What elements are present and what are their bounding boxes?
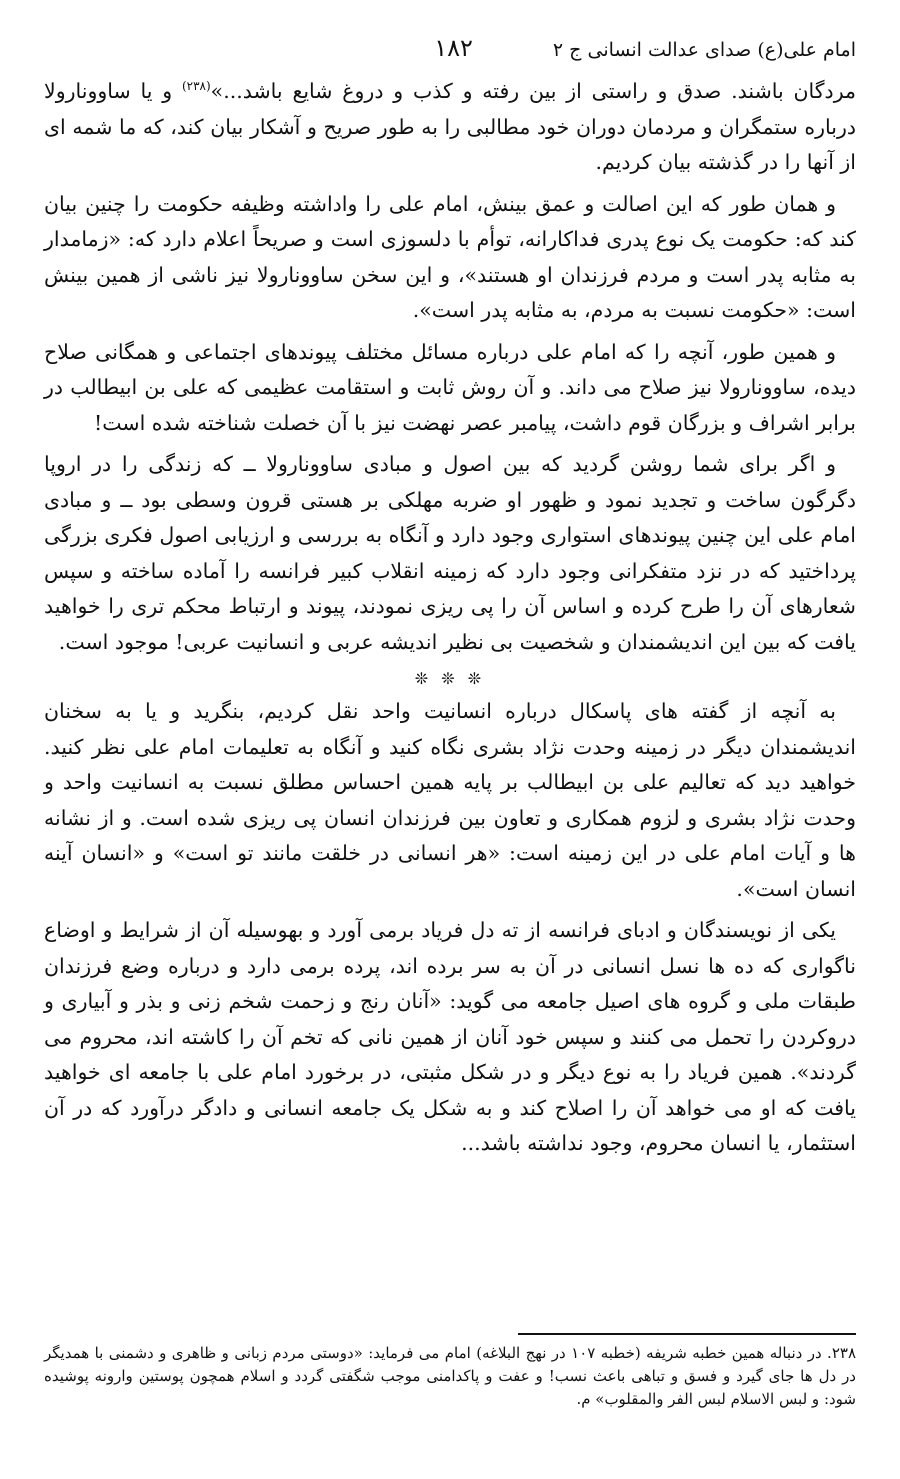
- book-page: [44, 28, 856, 1168]
- paragraph-3: و همین طور، آنچه را که امام علی درباره مسائل مختلف پیوندهای اجتماعی و همگانی صلاح دیده، ساوونارولا نیز صلاح می داند. و آن روش ثابت و استقامت عظیمی که علی بن ابیطالب در برابر اشراف و بزرگان قوم داشت، پیامبر عصر نهضت نیز با آن خصلت شناخته شده است!: [44, 339, 856, 435]
- book-title: امام علی(ع) صدای عدالت انسانی ج ۲: [552, 39, 856, 61]
- paragraph-6: یکی از نویسندگان و ادبای فرانسه از ته دل فریاد برمی آورد و بهوسیله آن از شرایط و اوضاع ناگواری که ده ها نسل انسانی در آن به سر برده اند، پرده برمی دارد و درباره وضع فرزندان طبقات ملی و گروه های اصیل جامعه می گوید: «آنان رنج و زحمت شخم زنی و بذر و آبیاری و دروکردن را تحمل می کنند و سپس خود آنان از همین نانی که تخم آن را کاشته اند، محروم می گردند». همین فریاد را به نوع دیگر و در شکل مثبتی، در برخورد امام علی با جامعه ای خواهید یافت که او می خواهد آن را اصلاح کند و به شکل یک جامعه انسانی و دادگر درآورد که در آن استثمار، یا انسان محروم، وجود نداشته باشد...: [44, 918, 856, 1155]
- paragraph-1-end: و یا ساوونارولا درباره ستمگران و مردمان دوران خود مطالبی را به طور صریح و آشکار بیان کند، که ما شمه ای از آنها را در گذشته بیان کردیم.: [44, 79, 856, 174]
- paragraph-5: به آنچه از گفته های پاسکال درباره انسانیت واحد نقل کردیم، بنگرید و یا به سخنان اندیشمندان دیگر در زمینه وحدت نژاد بشری نگاه کنید و آنگاه به تعلیمات امام علی نظر کنید. خواهید دید که تعالیم علی بن ابیطالب بر پایه همین احساس مطلق نسبت به انسانیت واحد و وحدت نژاد بشری و لزوم همکاری و تعاون بین فرزندان انسان پی ریزی شده است. و از نشانه ها و آیات امام علی در این زمینه است: «هر انسانی در خلقت مانند تو است» و «انسان آینه انسان است».: [44, 699, 856, 901]
- footnote-238: ۲۳۸. در دنباله همین خطبه شریفه (خطبه ۱۰۷ در نهج البلاغه) امام می فرماید: «دوستی مردم زبانی و ظاهری و دشمنی با همدیگر در دل ها جای گیرد و فسق و تباهی باعث نسب! و عفت و پاکدامنی موجب شگفتی گردد و اسلام همچون پوستین وارونه پوشیده شود: و لبس الاسلام لبس الفر والمقلوب» م.: [44, 1344, 856, 1408]
- paragraph-2: و همان طور که این اصالت و عمق بینش، امام علی را واداشته وظیفه حکومت را چنین بیان کند که: حکومت یک نوع پدری فداکارانه، توأم با دلسوزی است و صریحاً اعلام دارد که: «زمامدار به مثابه پدر است و مردم فرزندان او هستند»، و این سخن ساوونارولا نیز ناشی از همین بینش است: «حکومت نسبت به مردم، به مثابه پدر است».: [44, 191, 856, 322]
- running-header: [44, 28, 856, 74]
- page-number: ۱۸۲: [434, 34, 473, 62]
- paragraph-4: و اگر برای شما روشن گردید که بین اصول و مبادی ساوونارولا ــ که زندگی را در اروپا دگرگون ساخت و تجدید نمود و ظهور او ضربه مهلکی بر هستی قرون وسطی بود ــ و مبادی امام علی این چنین پیوندهای استواری وجود دارد و آنگاه به بررسی و ارزیابی اصول فکری بزرگی پرداختید که در نزد متفکرانی وجود دارد که زمینه انقلاب کبیر فرانسه را آماده ساخته و سپس شعارهای آن را طرح کرده و اساس آن را پی ریزی نمودند، پیوند و ارتباط محکم تری را خواهید یافت که بین این اندیشمندان و شخصیت بی نظیر اندیشه عربی و انسانیت عربی! موجود است.: [44, 452, 856, 654]
- footnote-reference: (۲۳۸): [181, 79, 211, 94]
- footnote-divider: [518, 1333, 856, 1335]
- paragraph-1-start: مردگان باشند. صدق و راستی از بین رفته و کذب و دروغ شایع باشد...»: [210, 79, 856, 103]
- section-separator: ❊ ❊ ❊: [414, 669, 486, 688]
- paragraph-1: [44, 74, 856, 181]
